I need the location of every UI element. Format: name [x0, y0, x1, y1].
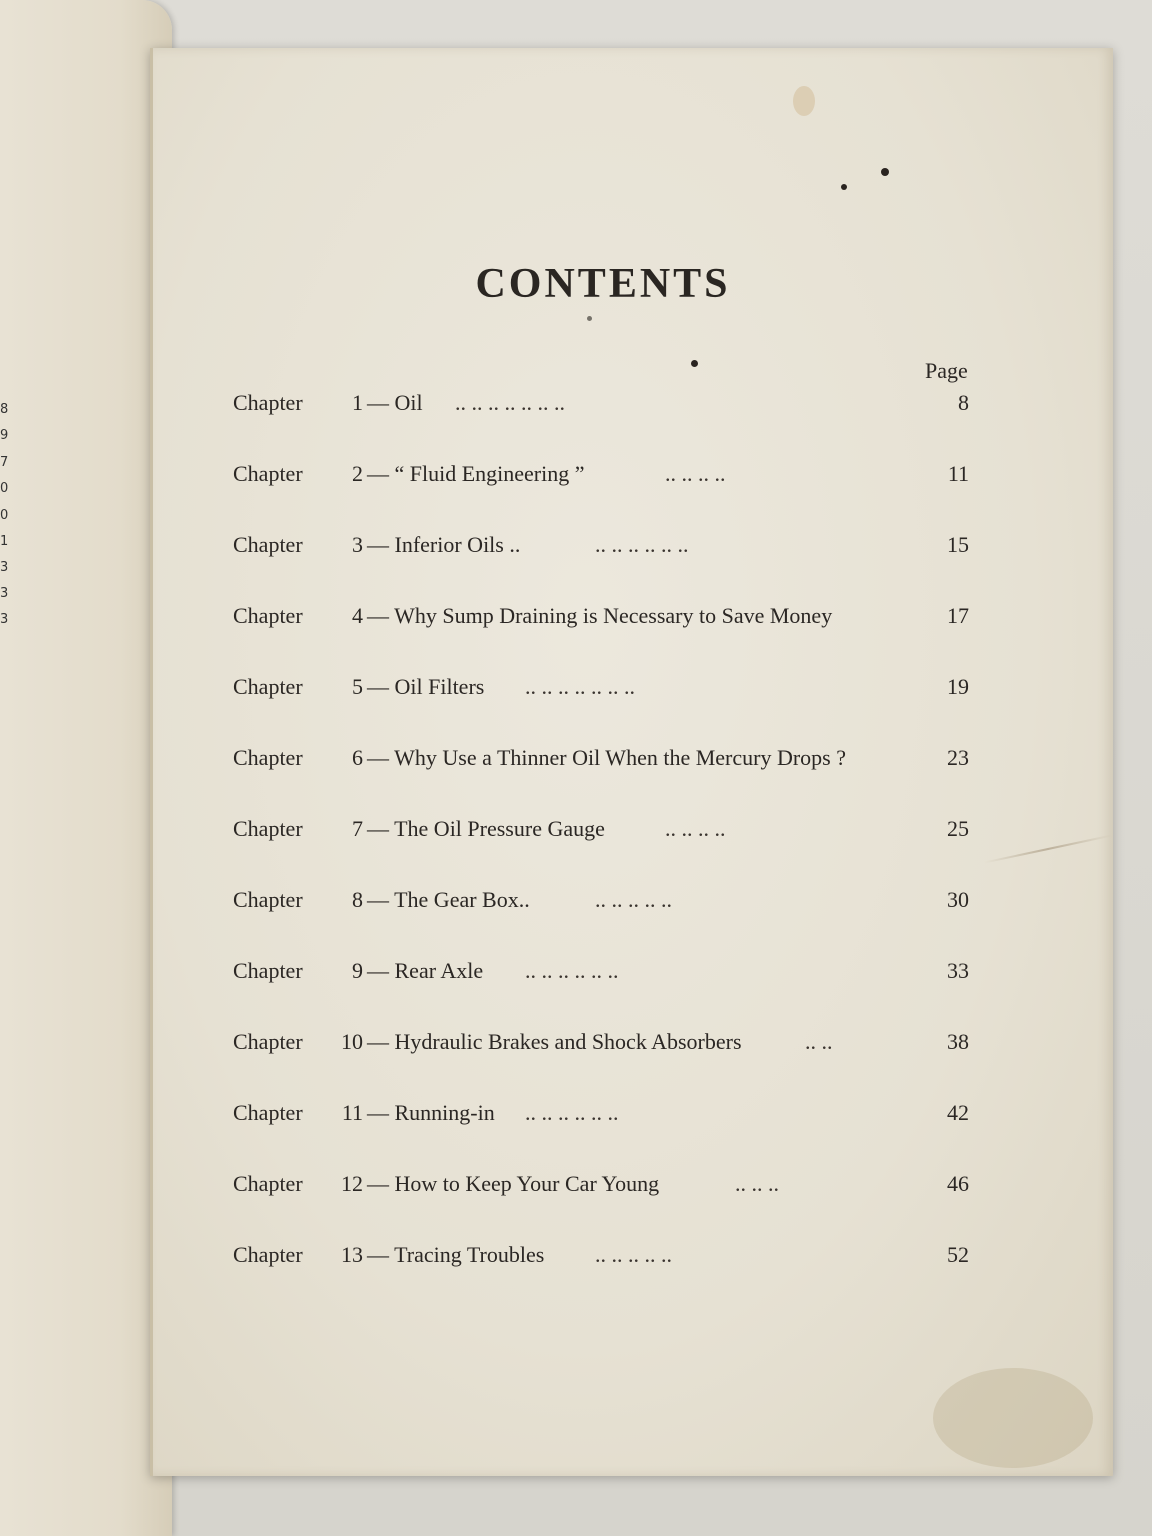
chapter-title: — Inferior Oils .. [367, 532, 521, 557]
page-column-label: Page [925, 358, 968, 383]
chapter-title: — How to Keep Your Car Young [367, 1171, 660, 1196]
left-page [0, 0, 172, 1536]
left-page-digit: 1 [0, 534, 9, 549]
left-page-digit: 3 [0, 586, 9, 601]
chapter-title: — Tracing Troubles [367, 1242, 545, 1267]
chapter-page: 17 [947, 603, 969, 628]
left-page-digit: 0 [0, 508, 9, 523]
ink-spot [587, 316, 592, 321]
left-page-digit: 9 [0, 428, 9, 443]
chapter-word: Chapter [233, 1100, 303, 1125]
ink-spot [691, 360, 698, 367]
toc-row [233, 958, 973, 992]
chapter-title: — The Gear Box.. [367, 887, 530, 912]
paper-crease [984, 835, 1112, 864]
chapter-word: Chapter [233, 887, 303, 912]
chapter-number: 7 [352, 816, 363, 841]
chapter-page: 23 [947, 745, 969, 770]
chapter-page: 38 [947, 1029, 969, 1054]
left-page-digit: 0 [0, 481, 9, 496]
chapter-number: 12 [341, 1171, 363, 1196]
toc-row [233, 887, 973, 921]
toc-row [233, 390, 973, 424]
chapter-title: — The Oil Pressure Gauge [367, 816, 605, 841]
chapter-number: 4 [352, 603, 363, 628]
toc-row [233, 1100, 973, 1134]
chapter-number: 2 [352, 461, 363, 486]
dot-leader: .. .. .. .. .. .. [595, 532, 689, 557]
toc-row [233, 1029, 973, 1063]
dot-leader: .. .. .. .. [665, 461, 726, 486]
dot-leader: .. .. .. .. [665, 816, 726, 841]
chapter-number: 8 [352, 887, 363, 912]
chapter-title: — “ Fluid Engineering ” [367, 461, 585, 486]
left-page-digit: 8 [0, 402, 9, 417]
chapter-number: 9 [352, 958, 363, 983]
dot-leader: .. .. .. [735, 1171, 779, 1196]
paper-stain [793, 86, 815, 116]
page-title: CONTENTS [475, 261, 731, 307]
chapter-page: 33 [947, 958, 969, 983]
toc-row [233, 532, 973, 566]
contents-page [150, 48, 1113, 1476]
chapter-title: — Running-in [367, 1100, 495, 1125]
chapter-page: 46 [947, 1171, 969, 1196]
chapter-number: 11 [341, 1100, 363, 1125]
chapter-page: 19 [947, 674, 969, 699]
toc-row [233, 461, 973, 495]
chapter-page: 52 [947, 1242, 969, 1267]
toc-row [233, 745, 973, 779]
toc-row [233, 1242, 973, 1276]
ink-spot [881, 168, 889, 176]
chapter-word: Chapter [233, 1029, 303, 1054]
chapter-number: 6 [352, 745, 363, 770]
dot-leader: .. .. [805, 1029, 833, 1054]
dot-leader: .. .. .. .. .. .. [525, 1100, 619, 1125]
chapter-title: — Oil [367, 390, 423, 415]
toc-row [233, 816, 973, 850]
chapter-page: 8 [958, 390, 969, 415]
toc-row [233, 1171, 973, 1205]
toc-row [233, 674, 973, 708]
dot-leader: .. .. .. .. .. .. [525, 958, 619, 983]
left-page-digit: 7 [0, 455, 9, 470]
chapter-word: Chapter [233, 745, 303, 770]
chapter-number: 1 [352, 390, 363, 415]
chapter-word: Chapter [233, 532, 303, 557]
left-page-digit: 3 [0, 560, 9, 575]
chapter-title: — Why Use a Thinner Oil When the Mercury Drops ? [367, 745, 846, 770]
chapter-title: — Hydraulic Brakes and Shock Absorbers [367, 1029, 742, 1054]
chapter-page: 42 [947, 1100, 969, 1125]
chapter-number: 5 [352, 674, 363, 699]
dot-leader: .. .. .. .. .. [595, 1242, 672, 1267]
chapter-word: Chapter [233, 390, 303, 415]
chapter-number: 13 [341, 1242, 363, 1267]
toc-row [233, 603, 973, 637]
chapter-number: 3 [352, 532, 363, 557]
dot-leader: .. .. .. .. .. [595, 887, 672, 912]
chapter-number: 10 [341, 1029, 363, 1054]
chapter-word: Chapter [233, 1242, 303, 1267]
chapter-page: 15 [947, 532, 969, 557]
left-page-digit: 3 [0, 612, 9, 627]
chapter-title: — Rear Axle [367, 958, 484, 983]
paper-stain [933, 1368, 1093, 1468]
chapter-word: Chapter [233, 674, 303, 699]
chapter-word: Chapter [233, 461, 303, 486]
chapter-page: 25 [947, 816, 969, 841]
chapter-word: Chapter [233, 1171, 303, 1196]
chapter-page: 11 [947, 461, 969, 486]
chapter-page: 30 [947, 887, 969, 912]
chapter-word: Chapter [233, 816, 303, 841]
chapter-word: Chapter [233, 603, 303, 628]
chapter-title: — Oil Filters [367, 674, 485, 699]
chapter-title: — Why Sump Draining is Necessary to Save Money [367, 603, 833, 628]
dot-leader: .. .. .. .. .. .. .. [525, 674, 635, 699]
dot-leader: .. .. .. .. .. .. .. [455, 390, 565, 415]
ink-spot [841, 184, 847, 190]
chapter-word: Chapter [233, 958, 303, 983]
